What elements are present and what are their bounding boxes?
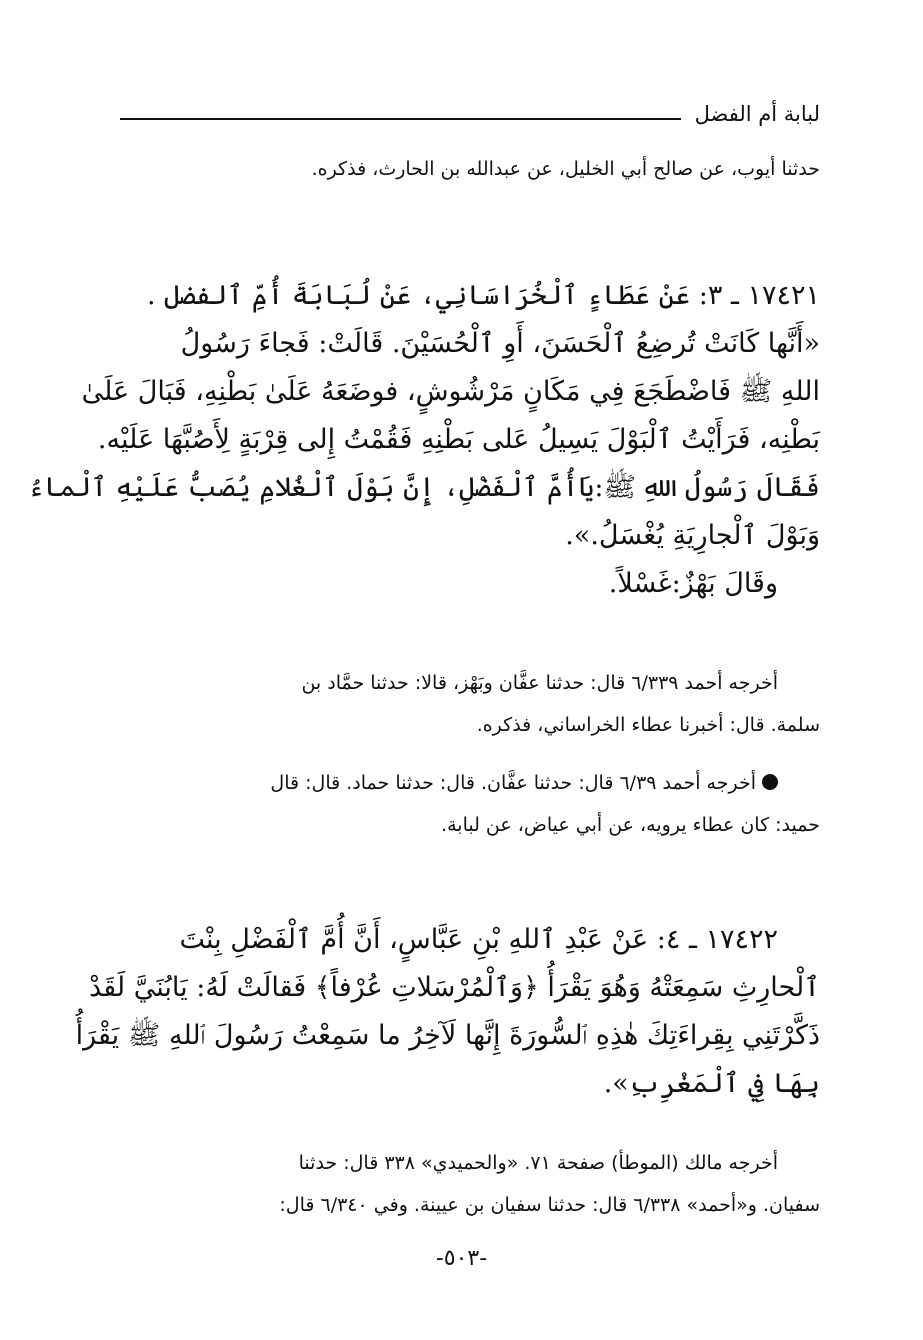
hadith-17422-takhrij — [110, 1142, 820, 1226]
hadith-17421-takhrij-2 — [110, 762, 820, 846]
hadith-17422-line-3: ذَكَّرْتَنِي بِقِراءَتِكَ هٰذِهِ ٱلسُّورَةَ إِنَّها لَآخِرُ ما سَمِعْتُ رَسُولَ ٱللهِ ﷺ يَقْرَأُ — [75, 1020, 820, 1051]
hadith-17421-line-2: اللهِ ﷺ فَاضْطَجَعَ فِي مَكَانٍ مَرْشُوشٍ، فوضَعَهُ عَلَىٰ بَطْنِهِ، فَبَالَ عَلَىٰ — [81, 376, 820, 407]
page-number: -٥٠٣- — [435, 1246, 488, 1271]
takhrij-2-line-1: أخرجه أحمد ٦/٣٩ قال: حدثنا عفَّان. قال: حدثنا حماد. قال: قال — [270, 772, 756, 794]
intro-text: حدثنا أيوب، عن صالح أبي الخليل، عن عبدالله بن الحارث، فذكره. — [311, 158, 820, 180]
takhrij-1-line-2: سلمة. قال: أخبرنا عطاء الخراساني، فذكره. — [476, 714, 820, 736]
bullet-dot-icon — [762, 774, 778, 790]
hadith-17421-line-3: بَطْنِه، فَرَأَيْتُ ٱلْبَوْلَ يَسِيلُ عَلى بَطْنِهِ فَقُمْتُ إِلى قِرْبَةٍ لِأَصُبَّهَا عَلَيْه. — [97, 424, 820, 455]
takhrij-2-line-2: حميد: كان عطاء يرويه، عن أبي عياض، عن لبابة. — [441, 814, 820, 836]
running-head-title: لبابة أم الفضل — [694, 102, 820, 126]
hadith-17421 — [28, 272, 820, 608]
takhrij-3-line-2: سفيان. و«أحمد» ٦/٣٣٨ قال: حدثنا سفيان بن عيينة. وفي ٦/٣٤٠ قال: — [279, 1194, 820, 1216]
hadith-17422-line-4: بِهَا فِي ٱلْمَغْرِبِ». — [603, 1068, 820, 1099]
takhrij-1-line-1: أخرجه أحمد ٦/٣٣٩ قال: حدثنا عفَّان وبَهْز، قالا: حدثنا حمَّاد بن — [301, 672, 778, 694]
hadith-17421-note: وقَالَ بَهْزٌ:غَسْلاً. — [608, 568, 778, 599]
hadith-17421-line-4: فَقَالَ رَسُولُ اللهِ ﷺ:يَاأُمَّ ٱلْفَضْلِ، إِنَّ بَوْلَ ٱلْغُلامِ يُصَبُّ عَلَيْهِ ٱلْماءُ — [28, 472, 820, 503]
intro-line — [110, 148, 820, 190]
hadith-17422-line-1: ١٧٤٢٢ ـ ٤: عَنْ عَبْدِ ٱللهِ بْنِ عَبَّاسٍ، أَنَّ أُمَّ ٱلْفَضْلِ بِنْتَ — [179, 924, 778, 955]
hadith-17421-line-5: وَبَوْلَ ٱلْجارِيَةِ يُغْسَلُ.». — [565, 520, 820, 551]
running-head — [120, 96, 820, 132]
hadith-17421-heading: ١٧٤٢١ ـ ٣: عَنْ عَطَاءٍ ٱلْخُرَاسَانِي، عَنْ لُبَابَةَ أُمِّ ٱلفضل . — [146, 280, 820, 311]
header-rule — [120, 118, 681, 120]
hadith-17421-takhrij — [110, 662, 820, 746]
hadith-17421-line-1: «أَنَّها كَانَتْ تُرضِعُ ٱلْحَسَنَ، أَوِ ٱلْحُسَيْنَ. قَالَتْ: فَجاءَ رَسُولُ — [180, 328, 820, 359]
hadith-17422-line-2: ٱلْحارِثِ سَمِعَتْهُ وَهُوَ يَقْرَأُ ﴿وَٱلْمُرْسَلاتِ عُرْفاً﴾ فَقالَتْ لَهُ: يَابُنَيَّ لَقَدْ — [89, 972, 820, 1003]
takhrij-3-line-1: أخرجه مالك (الموطأ) صفحة ٧١. «والحميدي» ٣٣٨ قال: حدثنا — [298, 1152, 778, 1174]
hadith-17422 — [75, 916, 820, 1108]
